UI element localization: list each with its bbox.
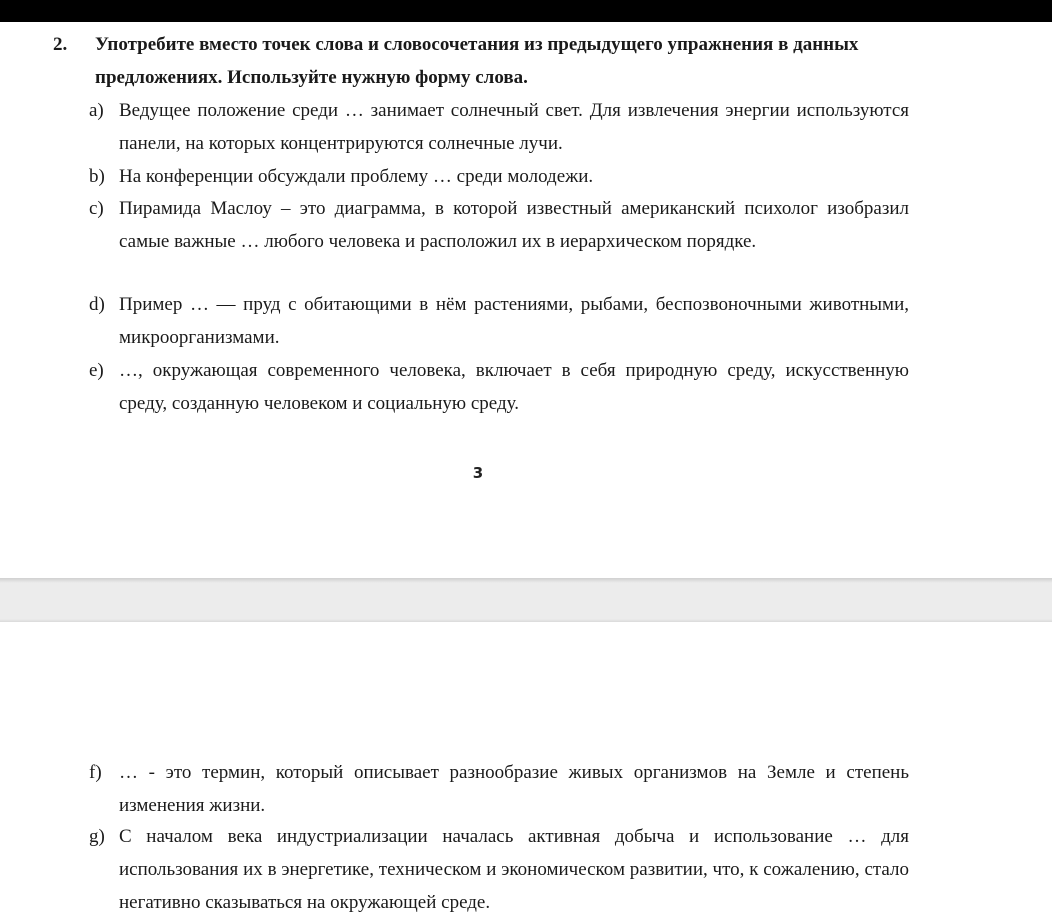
- top-bar: [0, 0, 1052, 22]
- document-page-2: [0, 622, 1052, 923]
- task-number: 2.: [53, 34, 68, 55]
- item-text: На конференции обсуждали проблему … среди молодежи.: [119, 166, 594, 187]
- exercise-item-c: [89, 192, 909, 258]
- exercise-item-d: [89, 288, 909, 354]
- exercise-item-b: [89, 160, 909, 193]
- item-marker: c): [89, 198, 104, 219]
- item-marker: d): [89, 294, 105, 315]
- item-text: Пирамида Маслоу – это диаграмма, в которой известный американский психолог изобразил самые важные … любого человека и расположил их в иерархическом порядке.: [119, 198, 909, 252]
- item-text: Ведущее положение среди … занимает солнечный свет. Для извлечения энергии используются панели, на которых концентрируются солнечные лучи.: [119, 100, 909, 154]
- exercise-item-e: [89, 354, 909, 420]
- item-marker: b): [89, 166, 105, 187]
- document-page-1: [0, 22, 1052, 578]
- item-marker: a): [89, 100, 104, 121]
- item-marker: e): [89, 360, 104, 381]
- exercise-item-f: [89, 756, 909, 822]
- exercise-item-a: [89, 94, 909, 160]
- item-text: …, окружающая современного человека, включает в себя природную среду, искусственную среду, созданную человеком и социальную среду.: [119, 360, 909, 414]
- page-number: 3: [472, 464, 484, 482]
- item-text: … - это термин, который описывает разнообразие живых организмов на Земле и степень изменения жизни.: [119, 762, 909, 816]
- item-text: С началом века индустриализации началась активная добыча и использование … для использования их в энергетике, техническом и экономическом развитии, что, к сожалению, стало негативно сказываться на окружающей среде.: [119, 826, 909, 913]
- item-marker: g): [89, 826, 105, 847]
- exercise-item-g: [89, 820, 909, 919]
- item-marker: f): [89, 762, 102, 783]
- task-heading: [53, 28, 923, 94]
- task-instruction: Употребите вместо точек слова и словосочетания из предыдущего упражнения в данных предложениях. Используйте нужную форму слова.: [95, 34, 859, 88]
- item-text: Пример … — пруд с обитающими в нём растениями, рыбами, беспозвоночными животными, микроорганизмами.: [119, 294, 909, 348]
- page-separator: [0, 578, 1052, 622]
